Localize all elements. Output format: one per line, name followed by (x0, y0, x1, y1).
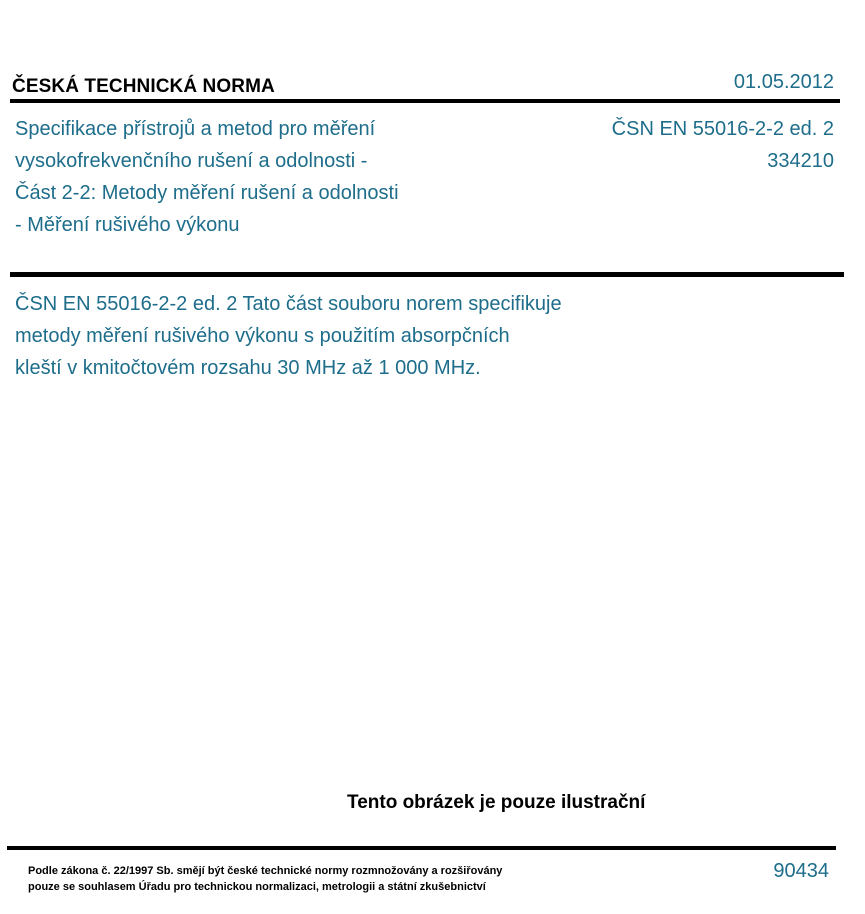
standard-title-line: - Měření rušivého výkonu (15, 214, 240, 236)
document-number: 90434 (773, 860, 829, 882)
norm-heading: ČESKÁ TECHNICKÁ NORMA (12, 76, 275, 97)
publication-date: 01.05.2012 (733, 71, 834, 93)
standard-identifiers (612, 113, 834, 177)
standard-title (15, 113, 455, 241)
description-line: kleští v kmitočtovém rozsahu 30 MHz až 1 000 MHz. (15, 357, 481, 379)
standard-designation: ČSN EN 55016-2-2 ed. 2 (611, 118, 834, 140)
description-line: ČSN EN 55016-2-2 ed. 2 Tato část souboru norem specifikuje (15, 293, 562, 315)
footer-divider (7, 846, 836, 850)
standard-title-line: vysokofrekvenčního rušení a odolnosti - (15, 150, 368, 172)
classification-code: 334210 (767, 150, 834, 172)
standard-title-line: Specifikace přístrojů a metod pro měření (15, 118, 376, 140)
illustration-note: Tento obrázek je pouze ilustrační (347, 792, 646, 813)
header-divider (10, 99, 840, 103)
legal-notice-line: pouze se souhlasem Úřadu pro technickou normalizaci, metrologii a státní zkušebnictví (28, 881, 486, 893)
legal-notice (28, 863, 502, 895)
description-line: metody měření rušivého výkonu s použitím absorpčních (15, 325, 510, 347)
legal-notice-line: Podle zákona č. 22/1997 Sb. smějí být české technické normy rozmnožovány a rozšiřovány (28, 865, 503, 877)
standard-title-line: Část 2-2: Metody měření rušení a odolnosti (15, 182, 399, 204)
standard-description (15, 288, 562, 384)
section-divider (10, 272, 844, 277)
